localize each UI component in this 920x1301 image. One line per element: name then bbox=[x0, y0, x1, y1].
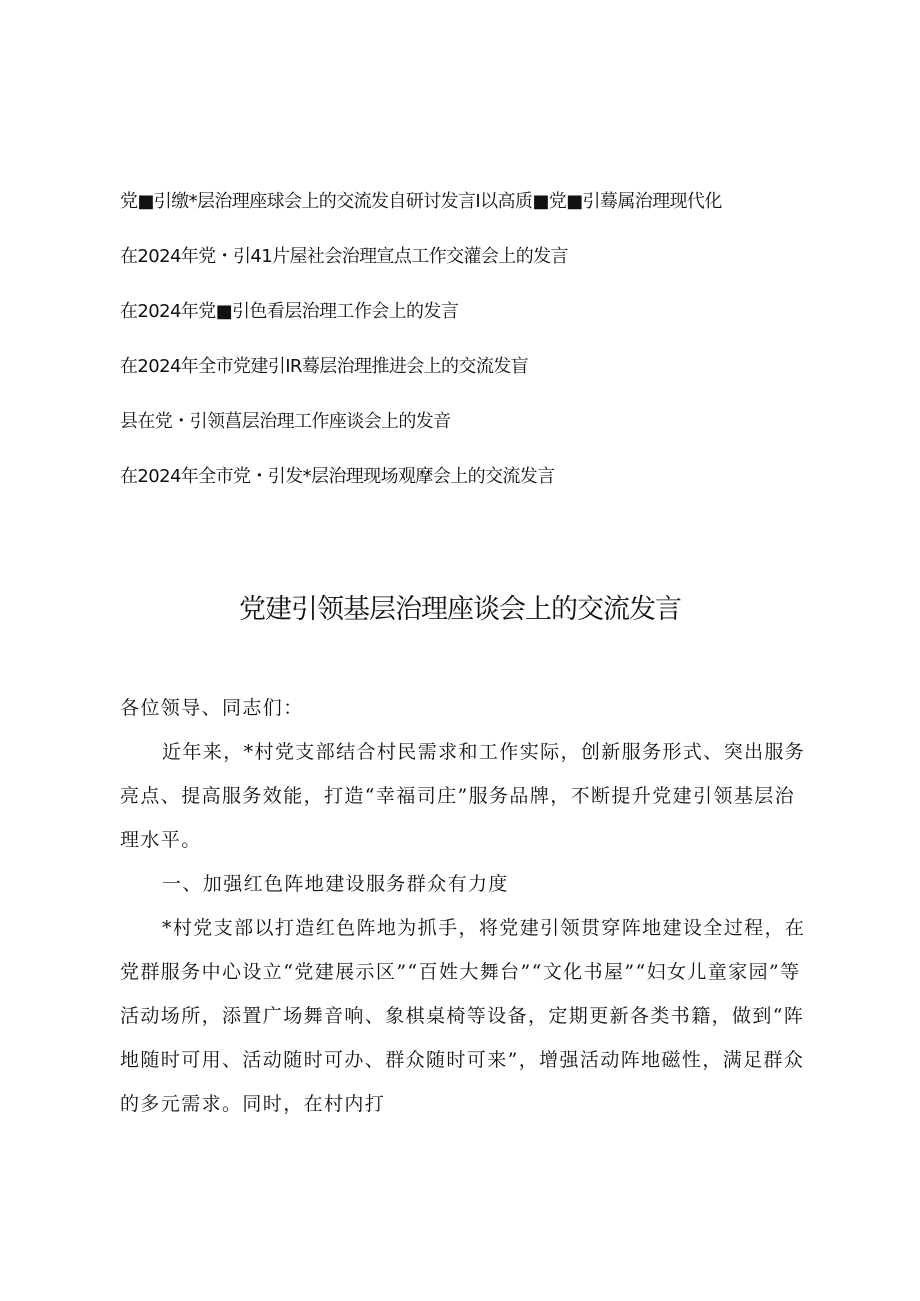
document-body bbox=[120, 686, 815, 1126]
toc-item: 党■引缴*层治理座球会上的交流发自研讨发言I以高质■党■引蓦属治理现代化 bbox=[120, 191, 722, 212]
toc-item: 县在党・引领菖层治理工作座谈会上的发音 bbox=[120, 411, 451, 432]
table-of-contents bbox=[120, 188, 840, 518]
document-title: 党建引领基层治理座谈会上的交流发言 bbox=[239, 594, 681, 625]
section-paragraph: *村党支部以打造红色阵地为抓手，将党建引领贯穿阵地建设全过程，在党群服务中心设立“党建展示区”“百姓大舞台”“文化书屋”“妇女儿童家园”等活动场所，添置广场舞音响、象棋桌椅等设备，定期更新各类书籍，做到“阵地随时可用、活动随时可办、群众随时可来”，增强活动阵地磁性，满足群众的多元需求。同时，在村内打 bbox=[120, 917, 806, 1115]
intro-paragraph: 近年来，*村党支部结合村民需求和工作实际，创新服务形式、突出服务亮点、提高服务效能，打造“幸福司庄”服务品牌，不断提升党建引领基层治理水平。 bbox=[120, 741, 806, 851]
section-heading: 一、加强红色阵地建设服务群众有力度 bbox=[162, 873, 509, 895]
toc-item: 在2024年全市党建引IR蓦层治理推进会上的交流发盲 bbox=[120, 356, 529, 377]
toc-item: 在2024年全市党・引发*层治理现场观摩会上的交流发言 bbox=[120, 466, 555, 487]
toc-item: 在2024年党■引色看层治理工作会上的发言 bbox=[120, 301, 459, 322]
salutation: 各位领导、同志们： bbox=[120, 697, 304, 719]
toc-item: 在2024年党・引41片屋社会治理宣点工作交灌会上的发言 bbox=[120, 246, 568, 267]
